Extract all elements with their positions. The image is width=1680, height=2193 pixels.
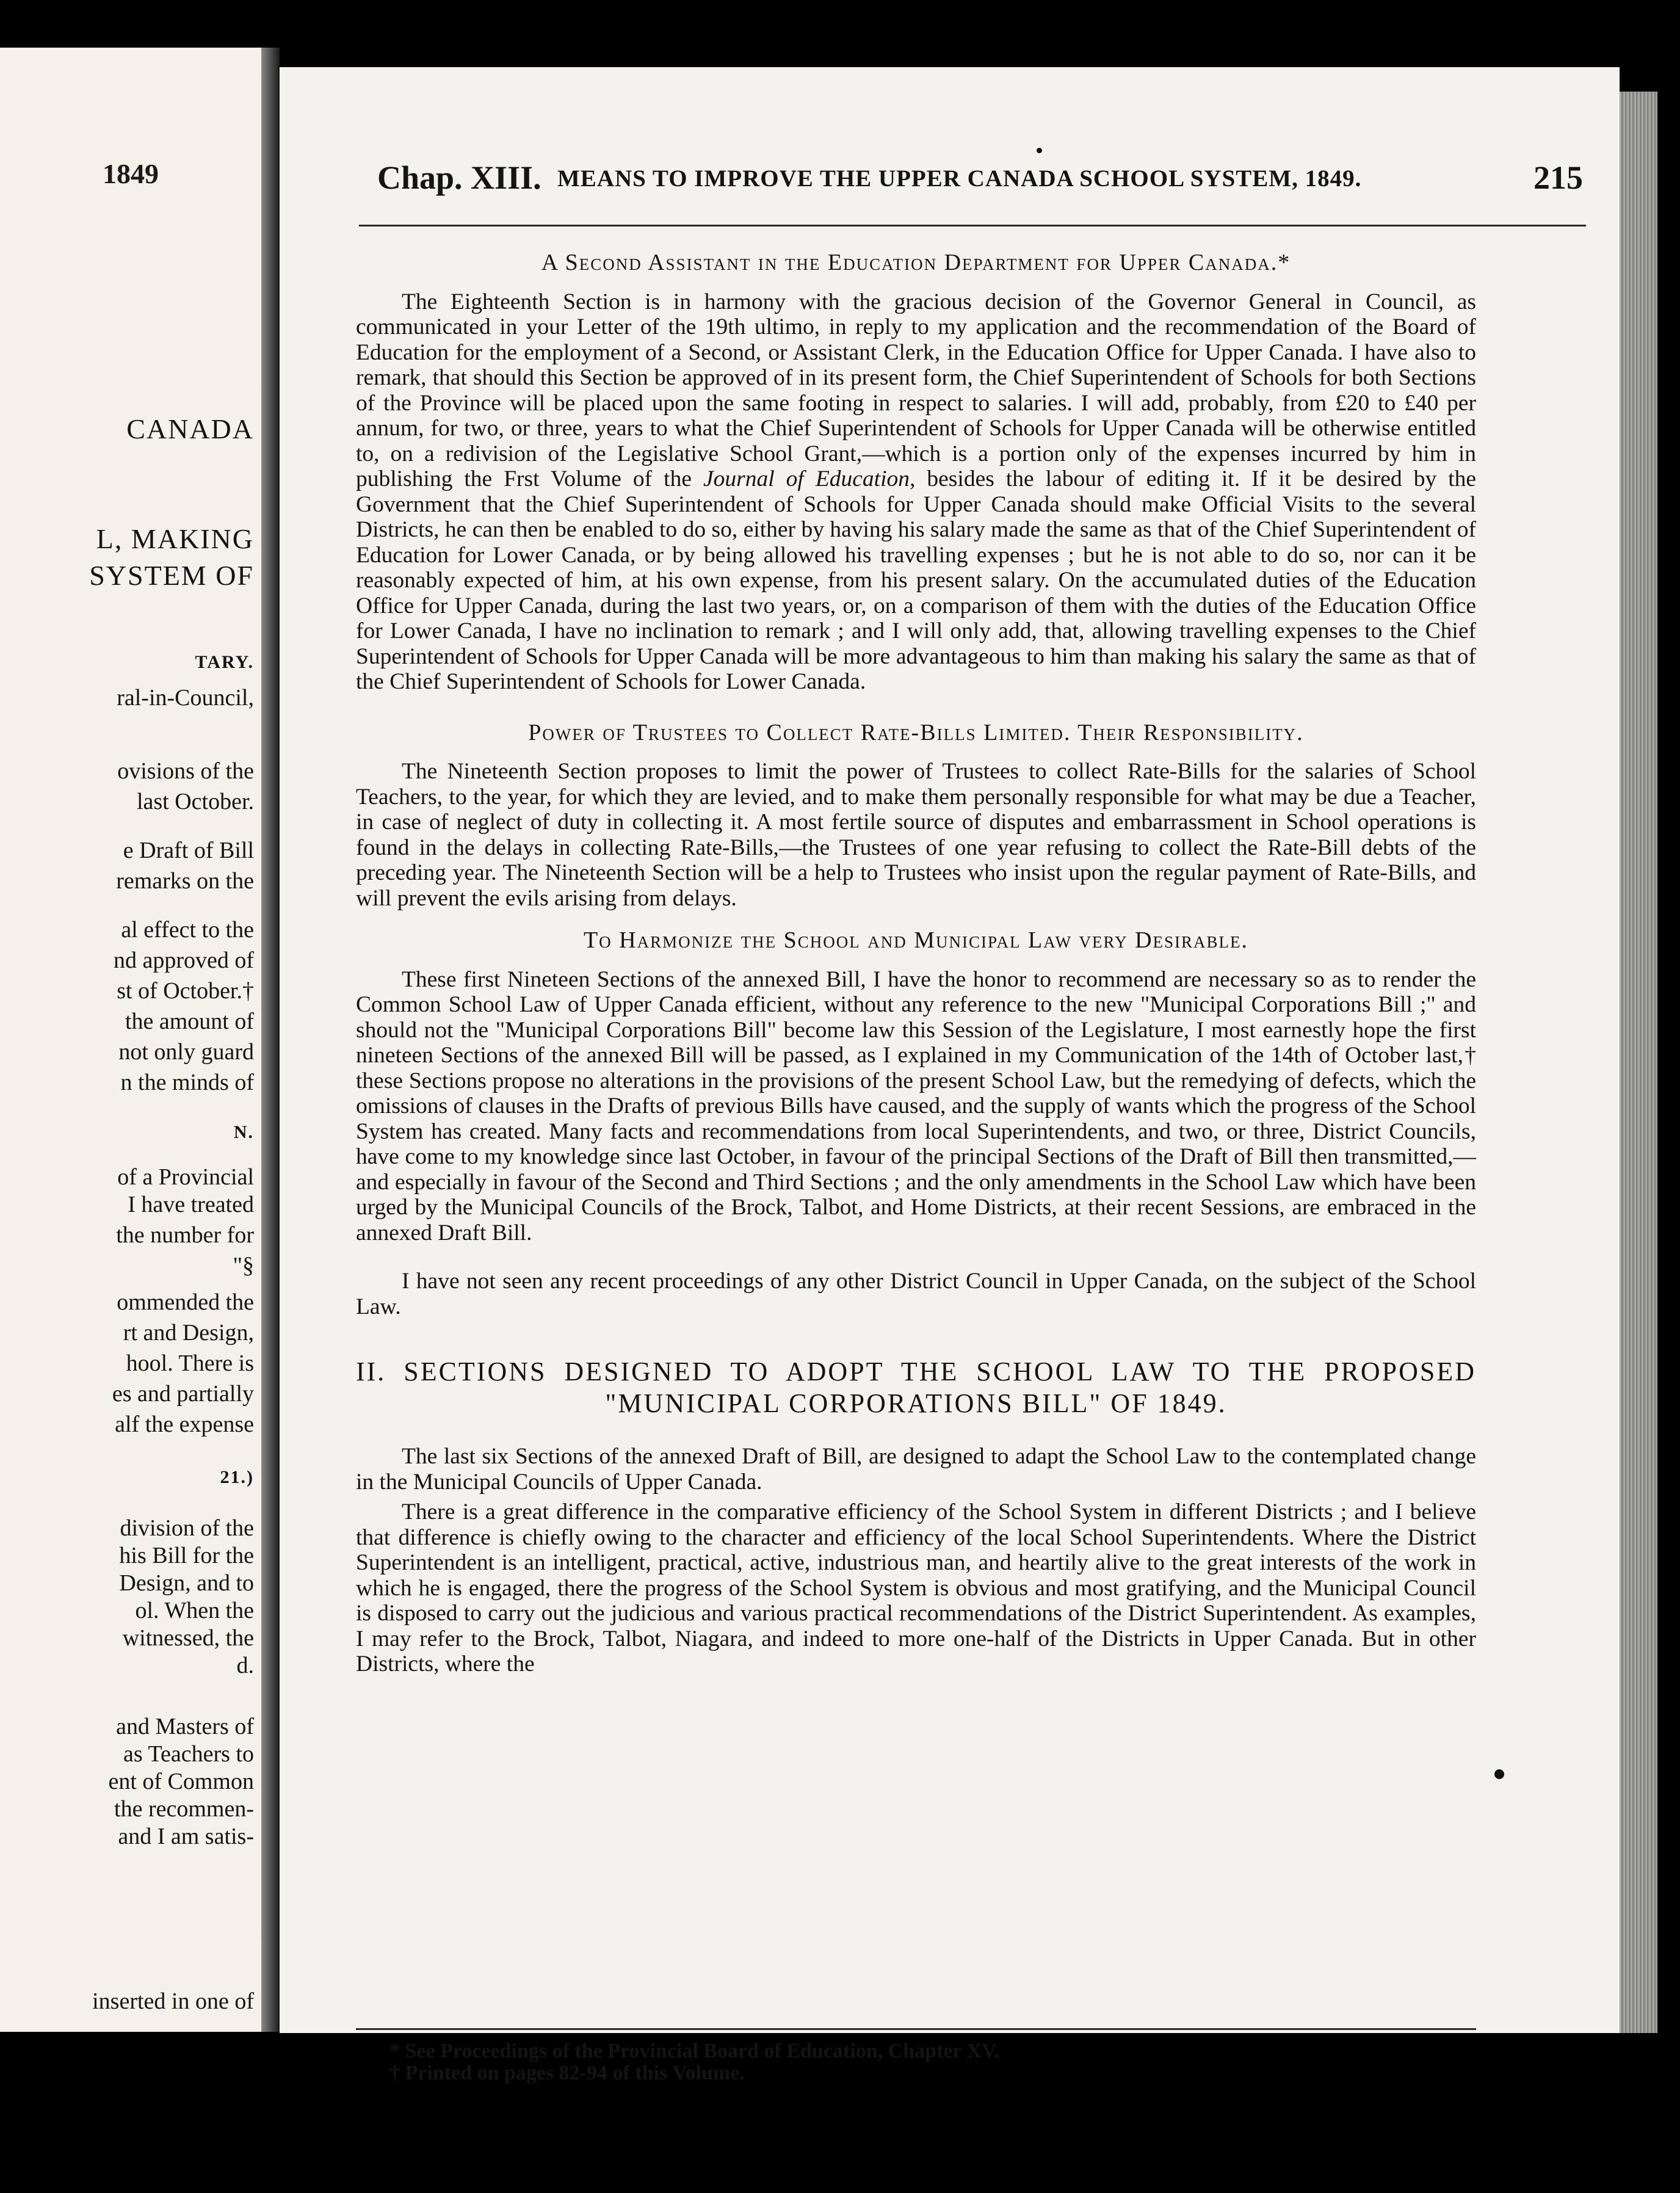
left-page-line: al effect to the (121, 917, 254, 943)
left-page-line: st of October.† (117, 978, 254, 1004)
book-page (280, 67, 1620, 2084)
left-page-line: witnessed, the (122, 1625, 254, 1651)
left-page-line: as Teachers to (123, 1741, 254, 1767)
left-page-line: CANADA (126, 413, 254, 444)
chapter-label: Chap. XIII. (377, 159, 541, 196)
running-header (377, 159, 1583, 208)
left-page-line: I have treated (128, 1192, 254, 1217)
footnote-2: † Printed on pages 82-94 of this Volume. (389, 2062, 745, 2084)
left-page-line: ral-in-Council, (117, 685, 254, 711)
paragraph-district-council: I have not seen any recent proceedings of any other District Council in Upper Canada, on the subject of the School Law. (356, 1269, 1476, 1319)
left-page-line: "§ (233, 1253, 254, 1278)
left-page-line: rt and Design, (123, 1320, 254, 1346)
left-page-line: and I am satis- (118, 1824, 254, 1849)
left-page-line: remarks on the (116, 868, 254, 894)
section-heading-second-assistant: A Second Assistant in the Education Department for Upper Canada.* (541, 250, 1291, 275)
left-facing-page (0, 48, 261, 2032)
printer-speck (1037, 148, 1042, 153)
left-page-line: his Bill for the (119, 1543, 254, 1568)
major-heading-sections-designed: II. SECTIONS DESIGNED TO ADOPT THE SCHOOL LAW TO THE PROPOSED "MUNICIPAL CORPORATIONS BILL" OF 1849. (356, 1357, 1476, 1418)
left-page-line: e Draft of Bill (123, 838, 254, 863)
left-page-year: 1849 (103, 158, 159, 189)
left-page-line: not only guard (118, 1039, 254, 1065)
left-page-line: es and partially (112, 1381, 254, 1407)
left-page-line: d. (236, 1653, 254, 1678)
left-page-line: L, MAKING (96, 523, 254, 554)
left-page-line: last October. (136, 789, 254, 814)
left-page-line: ovisions of the (117, 758, 254, 784)
left-page-line: and Masters of (116, 1714, 254, 1739)
left-page-line: hool. There is (126, 1350, 254, 1376)
running-title: MEANS TO IMPROVE THE UPPER CANADA SCHOOL SYSTEM, 1849. (557, 165, 1362, 192)
left-page-line: 21.) (220, 1467, 254, 1487)
paragraph-eighteenth-section: The Eighteenth Section is in harmony with the gracious decision of the Governor General in Council, as communicated in your Letter of the 19th ultimo, in reply to my application and the recommendation of the Board of Education for the employment of a Second, or Assistant Clerk, in the Education Office for Upper Canada. I have also to remark, that should this Section be approved of in its present form, the Chief Superintendent of Schools for both Sections of the Province will be placed upon the same footing in respect to salaries. I will add, probably, from £20 to £40 per annum, for two, or three, years to what the Chief Superintendent of Schools for Upper Canada will be otherwise entitled to, on a redivision of the Legislative School Grant,—which is a portion only of the expenses incurred by him in publishing the Frst Volume of the Journal of Education, besides the labour of editing it. If it be desired by the Government that the Chief Superintendent of Schools for Upper Canada should make Official Visits to the several Districts, he can then be enabled to do so, either by having his salary made the same as that of the Chief Superintendent of Education for Lower Canada, or by being allowed his travelling expenses ; but he is not able to do so, nor can it be reasonably expected of him, at his own expense, from his present salary. On the accumulated duties of the Education Office for Upper Canada, during the last two years, or, on a comparison of them with the duties of the Education Office for Lower Canada, I have no inclination to remark ; and I will only add, that, allowing travelling expenses to the Chief Superintendent of Schools for Upper Canada will be more advantageous to him than making his salary the same as that of the Chief Superintendent of Schools for Lower Canada. (356, 289, 1477, 694)
printer-speck (1494, 1769, 1504, 1779)
left-page-line: TARY. (195, 652, 254, 672)
book-gutter (261, 48, 280, 2032)
left-page-line: of a Provincial (117, 1164, 254, 1190)
left-page-line: the number for (116, 1222, 254, 1248)
paragraph-last-six-sections: The last six Sections of the annexed Draft of Bill, are designed to adapt the School Law to the contemplated change in the Municipal Councils of Upper Canada. (356, 1444, 1476, 1495)
header-rule (359, 225, 1586, 227)
left-page-line: SYSTEM OF (89, 560, 254, 591)
left-page-line: n the minds of (120, 1070, 254, 1095)
left-page-line: division of the (120, 1515, 254, 1541)
paragraph-first-nineteen-sections: These first Nineteen Sections of the annexed Bill, I have the honor to recommend are necessary so as to render the Common School Law of Upper Canada efficient, without any reference to the new "Municipal Corporations Bill ;" and should not the "Municipal Corporations Bill" become law this Session of the Legislature, I most earnestly hope the first nineteen Sections of the annexed Bill will be passed, as I explained in my Communication of the 14th of October last,† these Sections propose no alterations in the provisions of the present School Law, but the remedying of defects, which the omissions of clauses in the Drafts of previous Bills have caused, and the supply of wants which the progress of the School System has created. Many facts and recommendations from local Superintendents, and two, or three, District Councils, have come to my knowledge since last October, in favour of the principal Sections of the Draft of Bill then transmitted,—and especially in favour of the Second and Third Sections ; and the only amendments in the School Law which have been urged by the Municipal Councils of the Brock, Talbot, and Home Districts, at their recent Sessions, are embraced in the annexed Draft Bill. (356, 966, 1476, 1245)
left-page-line: ent of Common (108, 1769, 254, 1794)
footnote-1: * See Proceedings of the Provincial Board of Education, Chapter XV. (389, 2040, 999, 2062)
left-page-line: Design, and to (119, 1570, 254, 1596)
page-number: 215 (1533, 159, 1583, 196)
left-page-line: the recommen- (114, 1796, 254, 1822)
section-heading-trustees: Power of Trustees to Collect Rate-Bills Limited. Their Responsibility. (528, 719, 1304, 745)
left-page-line: alf the expense (115, 1412, 254, 1437)
left-page-line: the amount of (125, 1009, 254, 1034)
footnote-rule (356, 2028, 1476, 2030)
section-heading-harmonize: To Harmonize the School and Municipal Law very Desirable. (583, 927, 1249, 953)
footnotes (389, 2040, 1476, 2084)
paragraph-great-difference: There is a great difference in the comparative efficiency of the School System in different Districts ; and I believe that difference is chiefly owing to the character and efficiency of the local School Superintendents. Where the District Superintendent is an intelligent, practical, active, industrious man, and heartily alive to the great interests of the work in which he is engaged, there the progress of the School System is obvious and most gratifying, and the Municipal Council is disposed to carry out the judicious and various practical recommendations of the District Superintendent. As examples, I may refer to the Brock, Talbot, Niagara, and indeed to more one-half of the Districts in Upper Canada. But in other Districts, where the (356, 1499, 1476, 1676)
left-page-line: inserted in one of (92, 1988, 254, 2014)
left-page-line: ol. When the (135, 1598, 254, 1623)
left-page-line: N. (233, 1122, 254, 1142)
left-page-line: ommended the (117, 1289, 254, 1315)
paragraph-nineteenth-section: The Nineteenth Section proposes to limit the power of Trustees to collect Rate-Bills for the salaries of School Teachers, to the year, for which they are levied, and to make them personally responsible for what may be due a Teacher, in case of neglect of duty in collecting it. A most fertile source of disputes and embarrassment in School operations is found in the delays in collecting Rate-Bills,—the Trustees of one year refusing to collect the Rate-Bill debts of the preceding year. The Nineteenth Section will be a help to Trustees who insist upon the regular payment of Rate-Bills, and will prevent the evils arising from delays. (356, 759, 1476, 911)
page-block-edge (1620, 92, 1657, 2033)
left-page-line: nd approved of (113, 948, 254, 973)
page-body (356, 250, 1476, 1677)
